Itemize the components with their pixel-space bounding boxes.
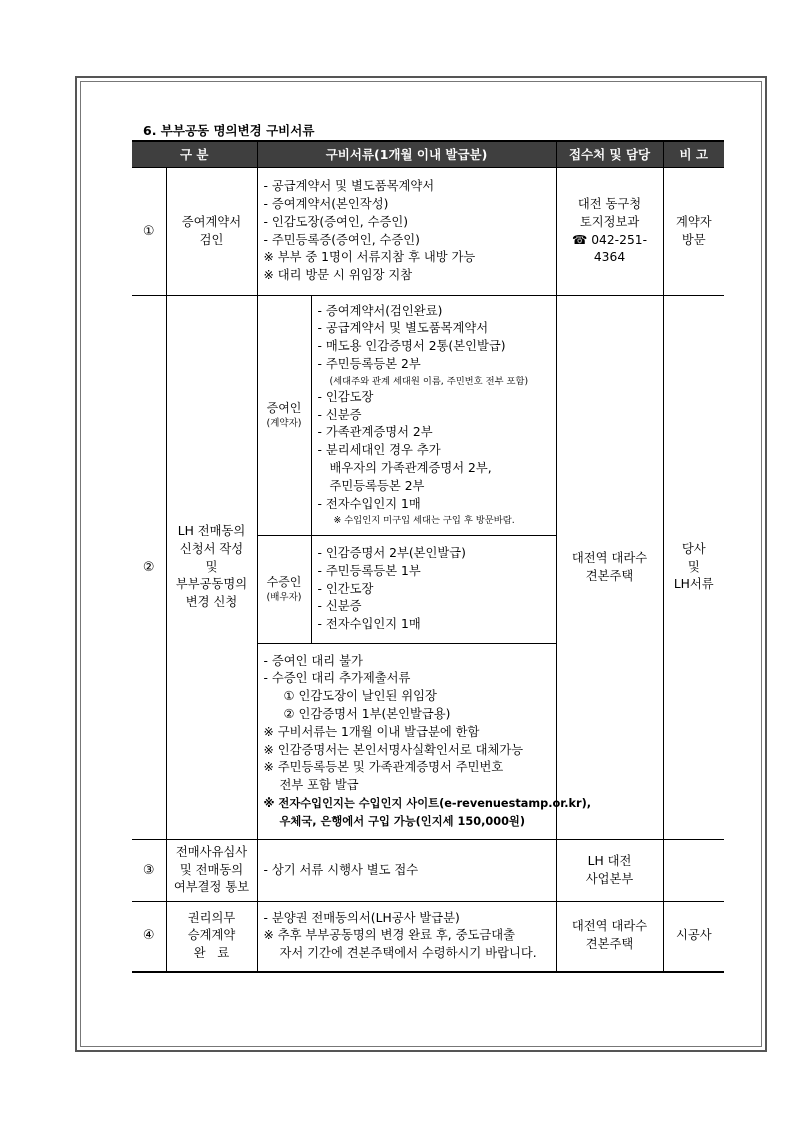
doc-note-bold: ※ 전자수입인지는 수입인지 사이트(e-revenuestamp.or.kr),	[263, 796, 592, 810]
doc-item: - 상기 서류 시행사 별도 접수	[263, 862, 419, 877]
doc-item: ※ 부부 중 1명이 서류지참 후 내방 가능	[263, 250, 476, 265]
table-row	[132, 902, 724, 972]
table-row	[132, 840, 724, 902]
recipient-role	[257, 536, 311, 644]
step-category	[166, 840, 257, 902]
documents-list	[257, 168, 556, 296]
donor-role	[257, 296, 311, 536]
extra-notes	[257, 644, 592, 840]
role-label: 수증인	[266, 574, 302, 589]
office-line: 사업본부	[585, 871, 634, 886]
office-line: 견본주택	[585, 937, 634, 952]
office-line: 대전 동구청	[577, 196, 642, 211]
header-note: 비 고	[663, 141, 724, 168]
doc-item: - 분양권 전매동의서(LH공사 발급분)	[263, 910, 460, 925]
doc-item: ※ 추후 부부공동명의 변경 완료 후, 중도금대출	[263, 928, 515, 943]
office-line: 대전역 대라수	[571, 919, 648, 934]
category-line: 및	[205, 559, 218, 574]
office-cell	[556, 902, 663, 972]
doc-note: ※ 주민등록등본 및 가족관계증명서 주민번호	[263, 760, 504, 775]
office-phone: ☎ 042-251-4364	[571, 232, 648, 265]
note-line: 당사	[681, 541, 706, 556]
doc-item: - 공급계약서 및 별도품목계약서	[263, 179, 435, 194]
step-category	[166, 902, 257, 972]
doc-item: 주민등록등본 2부	[329, 478, 425, 493]
doc-item: - 주민등록등본 1부	[317, 563, 421, 578]
category-line: 검인	[199, 232, 224, 247]
note-cell	[663, 296, 724, 840]
doc-item: - 인감증명서 2부(본인발급)	[317, 546, 466, 560]
role-sublabel: (계약자)	[266, 417, 302, 429]
office-cell	[556, 168, 663, 296]
doc-item: - 증여계약서(본인작성)	[263, 196, 389, 211]
category-line: 증여계약서	[181, 214, 242, 229]
documents-table	[132, 140, 724, 973]
doc-note: 전부 포함 발급	[279, 778, 359, 793]
step-number: ④	[132, 902, 166, 972]
header-category: 구 분	[132, 141, 257, 168]
doc-item: - 매도용 인감증명서 2통(본인발급)	[317, 339, 506, 354]
category-line: 부부공동명의	[175, 577, 248, 592]
office-line: LH 대전	[587, 853, 632, 868]
note-line: 계약자	[675, 214, 712, 229]
note-line: 및	[687, 559, 700, 574]
category-line: 승계계약	[187, 928, 236, 943]
doc-note: ※ 구비서류는 1개월 이내 발급분에 한함	[263, 724, 480, 739]
doc-item: - 인감도장	[317, 389, 374, 404]
doc-item: - 전자수입인지 1매	[317, 496, 421, 511]
office-cell	[556, 840, 663, 902]
table-row	[132, 296, 724, 536]
doc-item: - 신분증	[317, 407, 362, 422]
doc-item: - 가족관계증명서 2부	[317, 425, 433, 440]
role-sublabel: (배우자)	[266, 591, 302, 603]
category-line: 여부결정 통보	[173, 880, 250, 895]
note-cell: 시공사	[663, 902, 724, 972]
donor-documents	[311, 296, 556, 536]
office-line: 토지정보과	[579, 214, 640, 229]
doc-item: - 공급계약서 및 별도품목계약서	[317, 321, 489, 336]
note-line: 방문	[681, 232, 706, 247]
section-title: 6. 부부공동 명의변경 구비서류	[143, 123, 315, 138]
doc-small-note: (세대주와 관계 세대원 이름, 주민번호 전부 포함)	[329, 375, 529, 387]
doc-small-note: ※ 수입인지 미구입 세대는 구입 후 방문바람.	[333, 515, 515, 527]
doc-item: - 주민등록증(증여인, 수증인)	[263, 232, 420, 247]
category-line: 변경 신청	[185, 595, 238, 610]
documents-list	[257, 840, 556, 902]
step-category	[166, 296, 257, 840]
category-line: 전매사유심사	[175, 844, 248, 859]
doc-item: - 신분증	[317, 599, 362, 614]
note-line: LH서류	[673, 577, 714, 592]
step-number: ②	[132, 296, 166, 840]
doc-item: ※ 대리 방문 시 위임장 지참	[263, 268, 413, 283]
step-number: ③	[132, 840, 166, 902]
header-office: 접수처 및 담당	[556, 141, 663, 168]
category-line: 권리의무	[187, 910, 236, 925]
doc-item: ① 인감도장이 날인된 위임장	[283, 689, 437, 704]
note-cell	[663, 840, 724, 902]
step-number: ①	[132, 168, 166, 296]
doc-item: - 인간도장	[317, 581, 374, 596]
doc-item: 배우자의 가족관계증명서 2부,	[329, 460, 492, 475]
doc-item: - 증여인 대리 불가	[263, 653, 363, 668]
category-line: 신청서 작성	[179, 541, 244, 556]
table-row	[132, 168, 724, 296]
doc-item: - 수증인 대리 추가제출서류	[263, 671, 411, 686]
doc-item: ② 인감증명서 1부(본인발급용)	[283, 706, 451, 721]
step-category	[166, 168, 257, 296]
office-line: 견본주택	[585, 568, 634, 583]
doc-item: - 전자수입인지 1매	[317, 617, 421, 632]
category-line: 및 전매동의	[179, 862, 244, 877]
office-cell	[556, 296, 663, 840]
category-line: 완 료	[193, 946, 230, 961]
doc-item: - 인감도장(증여인, 수증인)	[263, 214, 409, 229]
office-line: 대전역 대라수	[571, 550, 648, 565]
role-label: 증여인	[266, 400, 302, 415]
doc-item: 자서 기간에 견본주택에서 수령하시기 바랍니다.	[279, 946, 537, 961]
recipient-documents	[311, 536, 556, 644]
category-line: LH 전매동의	[177, 524, 246, 538]
doc-note: ※ 인감증명서는 본인서명사실확인서로 대체가능	[263, 742, 524, 757]
documents-list	[257, 902, 556, 972]
doc-item: - 증여계약서(검인완료)	[317, 303, 443, 318]
doc-note-bold: 우체국, 은행에서 구입 가능(인지세 150,000원)	[279, 814, 526, 828]
table-header-row	[132, 141, 724, 168]
note-cell	[663, 168, 724, 296]
header-documents: 구비서류(1개월 이내 발급분)	[257, 141, 556, 168]
doc-item: - 분리세대인 경우 추가	[317, 443, 441, 458]
doc-item: - 주민등록등본 2부	[317, 357, 421, 371]
